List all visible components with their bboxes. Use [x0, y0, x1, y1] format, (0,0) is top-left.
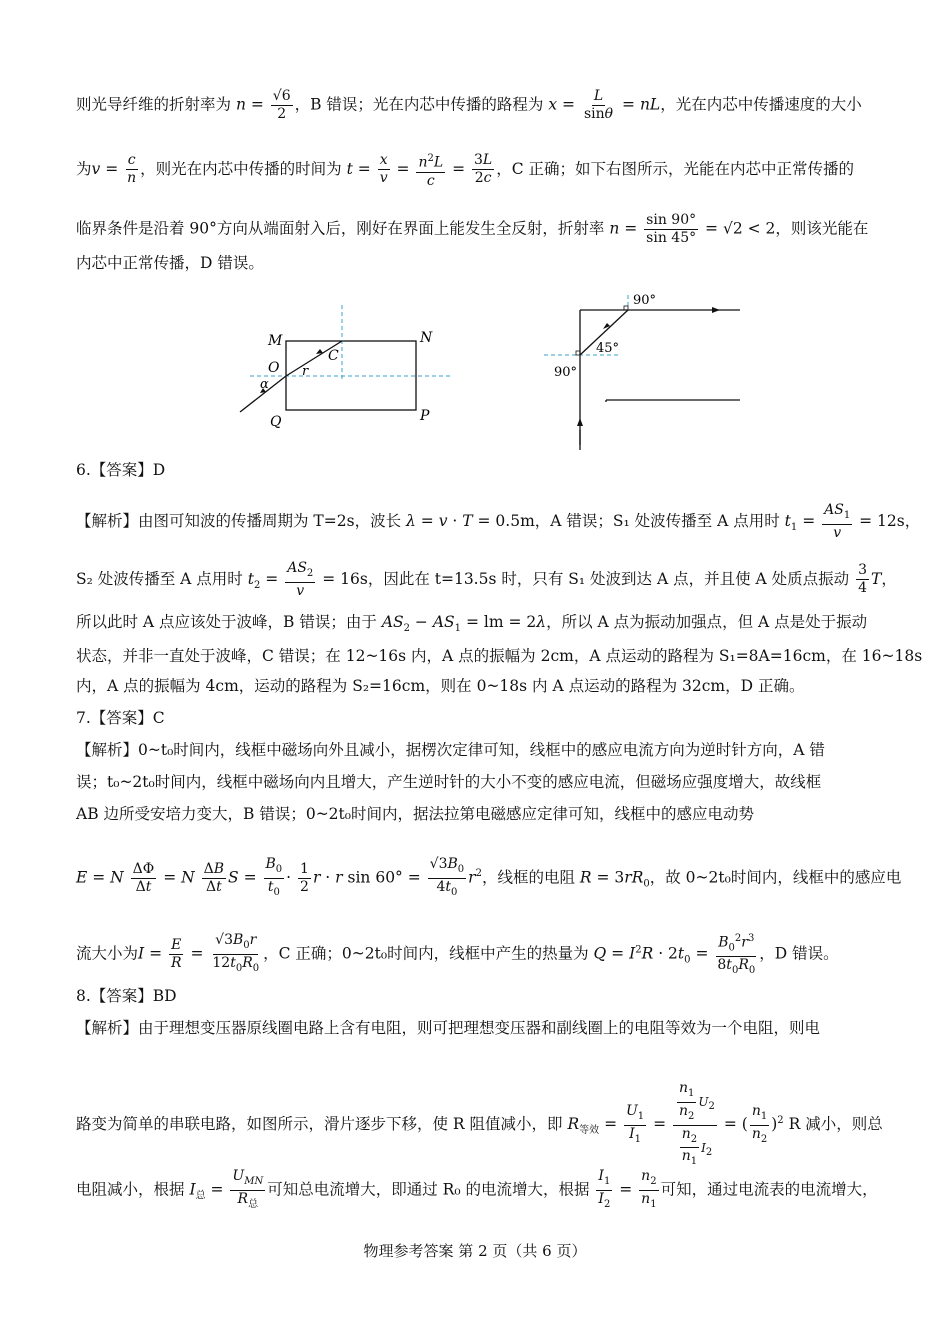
text: ，则光在内芯中传播的时间为 — [140, 159, 342, 178]
formula: $\frac{L}{\sin\theta}$ — [583, 88, 614, 122]
text: ，C 正确；0~2t₀时间内，线框中产生的热量为 — [263, 944, 589, 963]
text-line: 【解析】由图可知波的传播周期为 T=2s，波长 λ = v · T = 0.5m，A 错误；S₁ 处波传播至 A 点用时 $t_1$ = $\frac{AS_1}{v}$ = 12s， — [76, 502, 921, 541]
text-line: AB 边所受安培力变大，B 错误；0~2t₀时间内，据法拉第电磁感应定律可知，线框中的感应电动势 — [76, 805, 754, 823]
formula: $\frac{B_0^2r^3}{8t_0R_0}$ — [715, 930, 757, 979]
text: 流大小为 — [76, 944, 139, 963]
text-line: E = N $\frac{\Delta\Phi}{\Delta t}$ = N $\frac{\Delta B}{\Delta t}$ S = $\frac{B_0}{t_0}$ · $\frac{1}{2}$ r · r sin 60° = $\frac{√3B_0}{4t_0}$ $r^2$，线框的电阻 $R = 3rR_0$，故 0~2t₀时间内，线框中的感应电 — [76, 856, 880, 901]
formula: $\frac{n_1}{n_2}$ — [751, 1102, 768, 1145]
angle-45: 45° — [596, 341, 620, 356]
formula: $\frac{√6}{2}$ — [272, 88, 291, 122]
formula: $\frac{U_{MN}}{R_总}$ — [232, 1168, 264, 1210]
text-line: 为v = $\frac{c}{n}$ ，则光在内芯中传播的时间为 t = $\frac{x}{v}$ = $\frac{n^2L}{c}$ = $\frac{3L}{2c}$ ，C 正确；如下右图所示，光能在内芯中正常传播的 — [76, 150, 880, 190]
formula: $\frac{I_1}{I_2}$ — [598, 1168, 611, 1210]
formula: $\frac{E}{R}$ — [170, 937, 182, 972]
label-M: M — [268, 333, 283, 349]
formula: $\frac{x}{v}$ — [379, 152, 388, 187]
answer-6: 6.【答案】D — [76, 461, 166, 479]
label-N: N — [420, 330, 433, 346]
formula: $\frac{AS_2}{v}$ — [287, 560, 314, 599]
formula: $\frac{\sin 90^\circ}{\sin 45^\circ}$ — [646, 212, 697, 246]
text: ，A 错误；S₁ 处波传播至 A 点用时 — [534, 511, 780, 530]
text-line: 内，A 点的振幅为 4cm，运动的路程为 S₂=16cm，则在 0~18s 内 A 点运动的路程为 32cm，D 正确。 — [76, 677, 805, 695]
text: 临界条件是沿着 90°方向从端面射入后，刚好在界面上能发生全反射，折射率 — [76, 219, 605, 238]
text: ，故 0~2t₀时间内，线框中的感应电 — [649, 868, 902, 887]
formula: $\frac{B_0}{t_0}$ — [265, 856, 283, 898]
label-O: O — [268, 360, 280, 376]
label-C: C — [328, 348, 339, 364]
text: ，所以 A 点为振动加强点，但 A 点是处于振动 — [546, 613, 868, 631]
text: 路变为简单的串联电路，如图所示，滑片逐步下移，使 R 阻值减小，即 — [76, 1115, 563, 1134]
text: 可知，通过电流表的电流增大， — [660, 1180, 878, 1199]
text: 为 — [76, 159, 92, 178]
text: 【解析】由图可知波的传播周期为 T=2s，波长 — [76, 511, 402, 530]
formula: $\frac{√3B_0r}{12t_0R_0}$ — [212, 932, 260, 974]
page-footer: 物理参考答案 第 2 页（共 6 页） — [363, 1242, 587, 1260]
text: ，线框的电阻 — [481, 868, 575, 887]
text-line: S₂ 处波传播至 A 点用时 $t_2$ = $\frac{AS_2}{v}$ = 16s，因此在 t=13.5s 时，只有 S₁ 处波到达 A 点，并且使 A 处质点振动 $\frac{3}{4}$ T， — [76, 560, 897, 599]
angle-90-left: 90° — [554, 365, 578, 380]
formula: $\frac{3L}{2c}$ — [474, 152, 493, 187]
text-line: 【解析】0~t₀时间内，线框中磁场向外且减小，据楞次定律可知，线框中的感应电流方向为逆时针方向，A 错 — [76, 741, 825, 759]
formula: $\frac{1}{2}$ — [300, 860, 309, 895]
formula: $\frac{n_1}{n_2}$ $U_2$ $\frac{n_2}{n_1}$ $I_2$ — [673, 1080, 717, 1170]
label-P: P — [420, 408, 430, 424]
text: 所以此时 A 点应该处于波峰，B 错误；由于 — [76, 613, 377, 631]
text-line: 状态，并非一直处于波峰，C 错误；在 12~16s 内，A 点的振幅为 2cm，A 点运动的路程为 S₁=8A=16cm，在 16~18s — [76, 647, 923, 665]
text: ，因此在 t=13.5s 时，只有 S₁ 处波到达 A 点，并且使 A 处质点振动 — [367, 569, 850, 588]
text: ，B 错误；光在内芯中传播的路程为 — [294, 95, 544, 114]
text: R 减小，则总 — [788, 1115, 883, 1134]
formula: $\frac{3}{4}$ — [858, 562, 867, 597]
text-line: 临界条件是沿着 90°方向从端面射入后，刚好在界面上能发生全反射，折射率 n = $\frac{\sin 90^\circ}{\sin 45^\circ}$ = √2 < 2，则该光能在 — [76, 212, 869, 246]
formula: $\frac{\Delta B}{\Delta t}$ — [203, 860, 225, 895]
text-line: 内芯中正常传播，D 错误。 — [76, 254, 264, 272]
text-line: 路变为简单的串联电路，如图所示，滑片逐步下移，使 R 阻值减小，即 $R_{等效}$ = $\frac{U_1}{I_1}$ = $\frac{n_1}{n_2}$ $U_2$ $\frac{n_2}{n_1}$ $I_2$ = ( $\frac{n_1}{n_2}$ )$^2$ R 减小，则总 — [76, 1080, 880, 1170]
text: 则光导纤维的折射率为 — [76, 95, 232, 114]
label-Q: Q — [270, 414, 282, 430]
formula: $\frac{U_1}{I_1}$ — [625, 1102, 645, 1145]
text: S₂ 处波传播至 A 点用时 — [76, 569, 243, 588]
formula: $\frac{AS_1}{v}$ — [824, 502, 851, 541]
formula: $\frac{n^2L}{c}$ — [416, 150, 445, 190]
text: 可知总电流增大，即通过 R₀ 的电流增大，根据 — [267, 1180, 590, 1199]
label-r: r — [302, 364, 309, 379]
optical-fiber-diagram-right — [540, 290, 750, 450]
text-line: 流大小为I = $\frac{E}{R}$ = $\frac{√3B_0r}{12t_0R_0}$ ，C 正确；0~2t₀时间内，线框中产生的热量为 $Q = I^2R \cdot 2t_0$ = $\frac{B_0^2r^3}{8t_0R_0}$ ，D 错误。 — [76, 930, 880, 979]
text: ，D 错误。 — [759, 944, 839, 963]
arrow — [712, 307, 720, 313]
text: ，则该光能在 — [775, 219, 869, 238]
formula: $\frac{n_2}{n_1}$ — [641, 1168, 657, 1210]
text-line: 【解析】由于理想变压器原线圈电路上含有电阻，则可把理想变压器和副线圈上的电阻等效为一个电阻，则电 — [76, 1019, 821, 1037]
label-alpha: α — [260, 377, 269, 392]
text: ，光在内芯中传播速度的大小 — [660, 95, 862, 114]
optical-fiber-diagram-left — [230, 300, 470, 430]
formula: $\frac{\Delta\Phi}{\Delta t}$ — [132, 860, 155, 895]
answer-7: 7.【答案】C — [76, 709, 165, 727]
text-line: 误；t₀~2t₀时间内，线框中磁场向内且增大，产生逆时针的大小不变的感应电流，但磁场应强度增大，故线框 — [76, 773, 822, 791]
text-line: 电阻减小，根据 $I_总$ = $\frac{U_{MN}}{R_总}$ 可知总电流增大，即通过 R₀ 的电流增大，根据 $\frac{I_1}{I_2}$ = $\frac{n_2}{n_1}$ 可知，通过电流表的电流增大， — [76, 1168, 880, 1213]
text-line: 所以此时 A 点应该处于波峰，B 错误；由于 $AS_2 - AS_1$ = lm = 2λ，所以 A 点为振动加强点，但 A 点是处于振动 — [76, 613, 868, 635]
text: 电阻减小，根据 — [76, 1180, 185, 1199]
text: ，C 正确；如下右图所示，光能在内芯中正常传播的 — [496, 159, 855, 178]
angle-90-top: 90° — [633, 293, 657, 308]
arrow — [577, 418, 583, 426]
formula: $\frac{√3B_0}{4t_0}$ — [429, 856, 465, 898]
text-line: 则光导纤维的折射率为 n = $\frac{√6}{2}$ ，B 错误；光在内芯中传播的路程为 x = $\frac{L}{\sin\theta}$ = nL，光在内芯中传播速度的大小 — [76, 88, 862, 122]
answer-8: 8.【答案】BD — [76, 987, 177, 1005]
formula: $\frac{c}{n}$ — [127, 152, 137, 187]
